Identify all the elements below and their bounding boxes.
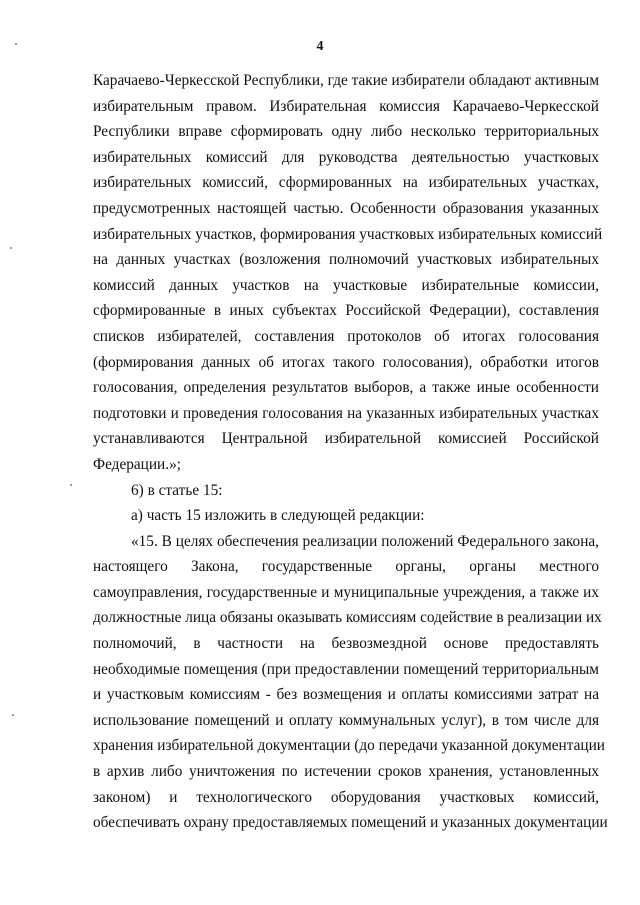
text-line: а) часть 15 изложить в следующей редакции: xyxy=(131,507,425,525)
text-line: голосования, определения результатов выборов, а также иные особенности xyxy=(93,379,599,397)
scan-speck xyxy=(70,484,72,486)
text-line: хранения избирательной документации (до передачи указанной документации xyxy=(93,737,605,755)
text-line: полномочий, в частности на безвозмездной основе предоставлять xyxy=(93,635,599,653)
text-line: сформированные в иных субъектах Российской Федерации), составления xyxy=(93,302,599,320)
text-line: избирательных комиссий, сформированных на избирательных участках, xyxy=(93,174,599,192)
text-line: Карачаево-Черкесской Республики, где такие избиратели обладают активным xyxy=(93,72,599,89)
text-line: «15. В целях обеспечения реализации положений Федерального закона, xyxy=(131,532,599,550)
text-line: 6) в статье 15: xyxy=(131,481,223,499)
text-line: комиссий данных участков на участковые избирательные комиссии, xyxy=(93,276,599,294)
text-line: устанавливаются Центральной избирательной комиссией Российской xyxy=(93,430,599,448)
text-line: в архив либо уничтожения по истечении сроков хранения, установленных xyxy=(93,763,599,781)
text-line: самоуправления, государственные и муниципальные учреждения, а также их xyxy=(93,583,599,601)
text-line: и участковым комиссиям - без возмещения и оплаты комиссиями затрат на xyxy=(93,686,599,704)
text-line: обеспечивать охрану предоставляемых помещений и указанных документации xyxy=(93,814,608,832)
text-line: настоящего Закона, государственные органы, органы местного xyxy=(93,558,599,576)
text-line: Республики вправе сформировать одну либо несколько территориальных xyxy=(93,123,599,141)
text-line: избирательным правом. Избирательная комиссия Карачаево-Черкесской xyxy=(93,97,599,115)
page-number: 4 xyxy=(316,39,324,54)
scan-speck xyxy=(10,247,12,249)
text-line: Федерации.»; xyxy=(93,455,181,473)
scan-speck xyxy=(12,714,14,716)
text-line: избирательных участков, формирования участковых избирательных комиссий xyxy=(93,225,603,243)
text-line: использование помещений и оплату коммунальных услуг), в том числе для xyxy=(93,711,599,729)
text-line: необходимые помещения (при предоставлении помещений территориальным xyxy=(93,660,599,678)
document-body xyxy=(93,68,608,836)
text-line: (формирования данных об итогах такого голосования), обработки итогов xyxy=(93,353,599,371)
text-line: избирательных комиссий для руководства деятельностью участковых xyxy=(93,148,599,166)
scan-speck xyxy=(15,43,17,45)
text-line: списков избирателей, составления протоколов об итогах голосования xyxy=(93,327,599,345)
text-line: подготовки и проведения голосования на указанных избирательных участках xyxy=(93,404,599,422)
text-line: предусмотренных настоящей частью. Особенности образования указанных xyxy=(93,199,599,217)
text-line: законом) и технологического оборудования участковых комиссий, xyxy=(93,788,599,806)
text-line: на данных участках (возложения полномочий участковых избирательных xyxy=(93,251,599,269)
text-line: должностные лица обязаны оказывать комиссиям содействие в реализации их xyxy=(93,609,602,627)
